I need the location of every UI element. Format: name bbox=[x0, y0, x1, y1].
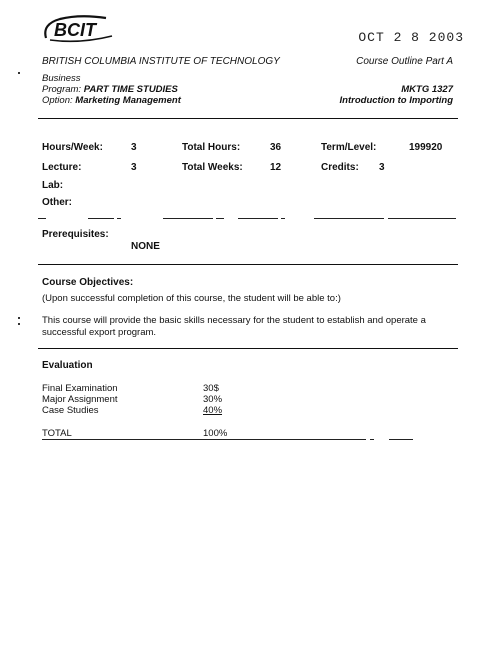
total-hours-value: 36 bbox=[270, 142, 282, 153]
prereq-divider bbox=[38, 264, 458, 265]
outline-part: Course Outline Part A bbox=[356, 56, 453, 67]
objectives-line-1: This course will provide the basic skills necessary for the student to establish and operate a bbox=[42, 315, 426, 326]
evaluation-item-value: 40% bbox=[203, 405, 223, 416]
lecture-value: 3 bbox=[131, 162, 137, 173]
total-weeks-label: Total Weeks: bbox=[182, 162, 243, 173]
option-label: Option: bbox=[42, 95, 73, 106]
total-weeks-value: 12 bbox=[270, 162, 282, 173]
bcit-logo-mark bbox=[40, 14, 116, 44]
scan-speck bbox=[18, 323, 20, 325]
bcit-logo bbox=[40, 14, 116, 44]
program-label: Program: bbox=[42, 84, 82, 95]
evaluation-item-value: 30$ bbox=[203, 383, 219, 394]
evaluation-total-value: 100% bbox=[203, 428, 228, 439]
option-value: Marketing Management bbox=[75, 95, 181, 106]
evaluation-item-name: Case Studies bbox=[42, 405, 99, 416]
header-divider bbox=[38, 118, 458, 119]
scan-speck bbox=[18, 72, 20, 74]
scan-speck bbox=[18, 317, 20, 319]
credits-label: Credits: bbox=[321, 162, 359, 173]
option-row bbox=[42, 95, 181, 106]
school-name: Business bbox=[42, 73, 81, 84]
objectives-heading: Course Objectives: bbox=[42, 277, 134, 288]
evaluation-item-name: Final Examination bbox=[42, 383, 118, 394]
evaluation-item-name: Major Assignment bbox=[42, 394, 118, 405]
evaluation-heading: Evaluation bbox=[42, 360, 93, 371]
program-value: PART TIME STUDIES bbox=[83, 84, 178, 95]
objectives-divider bbox=[38, 348, 458, 349]
institute-name: BRITISH COLUMBIA INSTITUTE OF TECHNOLOGY bbox=[42, 56, 280, 67]
term-level-label: Term/Level: bbox=[321, 142, 377, 153]
hours-week-value: 3 bbox=[131, 142, 137, 153]
objectives-intro: (Upon successful completion of this course, the student will be able to:) bbox=[42, 293, 341, 304]
prerequisites-value: NONE bbox=[131, 241, 160, 252]
objectives-line-2: successful export program. bbox=[42, 327, 157, 338]
received-date-stamp: OCT 2 8 2003 bbox=[358, 30, 464, 45]
course-code: MKTG 1327 bbox=[401, 84, 453, 95]
evaluation-total-label: TOTAL bbox=[42, 428, 72, 439]
hours-week-label: Hours/Week: bbox=[42, 142, 103, 153]
other-label: Other: bbox=[42, 197, 72, 208]
lecture-label: Lecture: bbox=[42, 162, 82, 173]
logo-text: BCIT bbox=[54, 20, 96, 40]
total-hours-label: Total Hours: bbox=[182, 142, 241, 153]
course-title: Introduction to Importing bbox=[339, 95, 453, 106]
lab-label: Lab: bbox=[42, 180, 64, 191]
term-level-value: 199920 bbox=[409, 142, 443, 153]
evaluation-item-value: 30% bbox=[203, 394, 223, 405]
credits-value: 3 bbox=[379, 162, 385, 173]
program-row bbox=[42, 84, 178, 95]
prerequisites-label: Prerequisites: bbox=[42, 229, 109, 240]
